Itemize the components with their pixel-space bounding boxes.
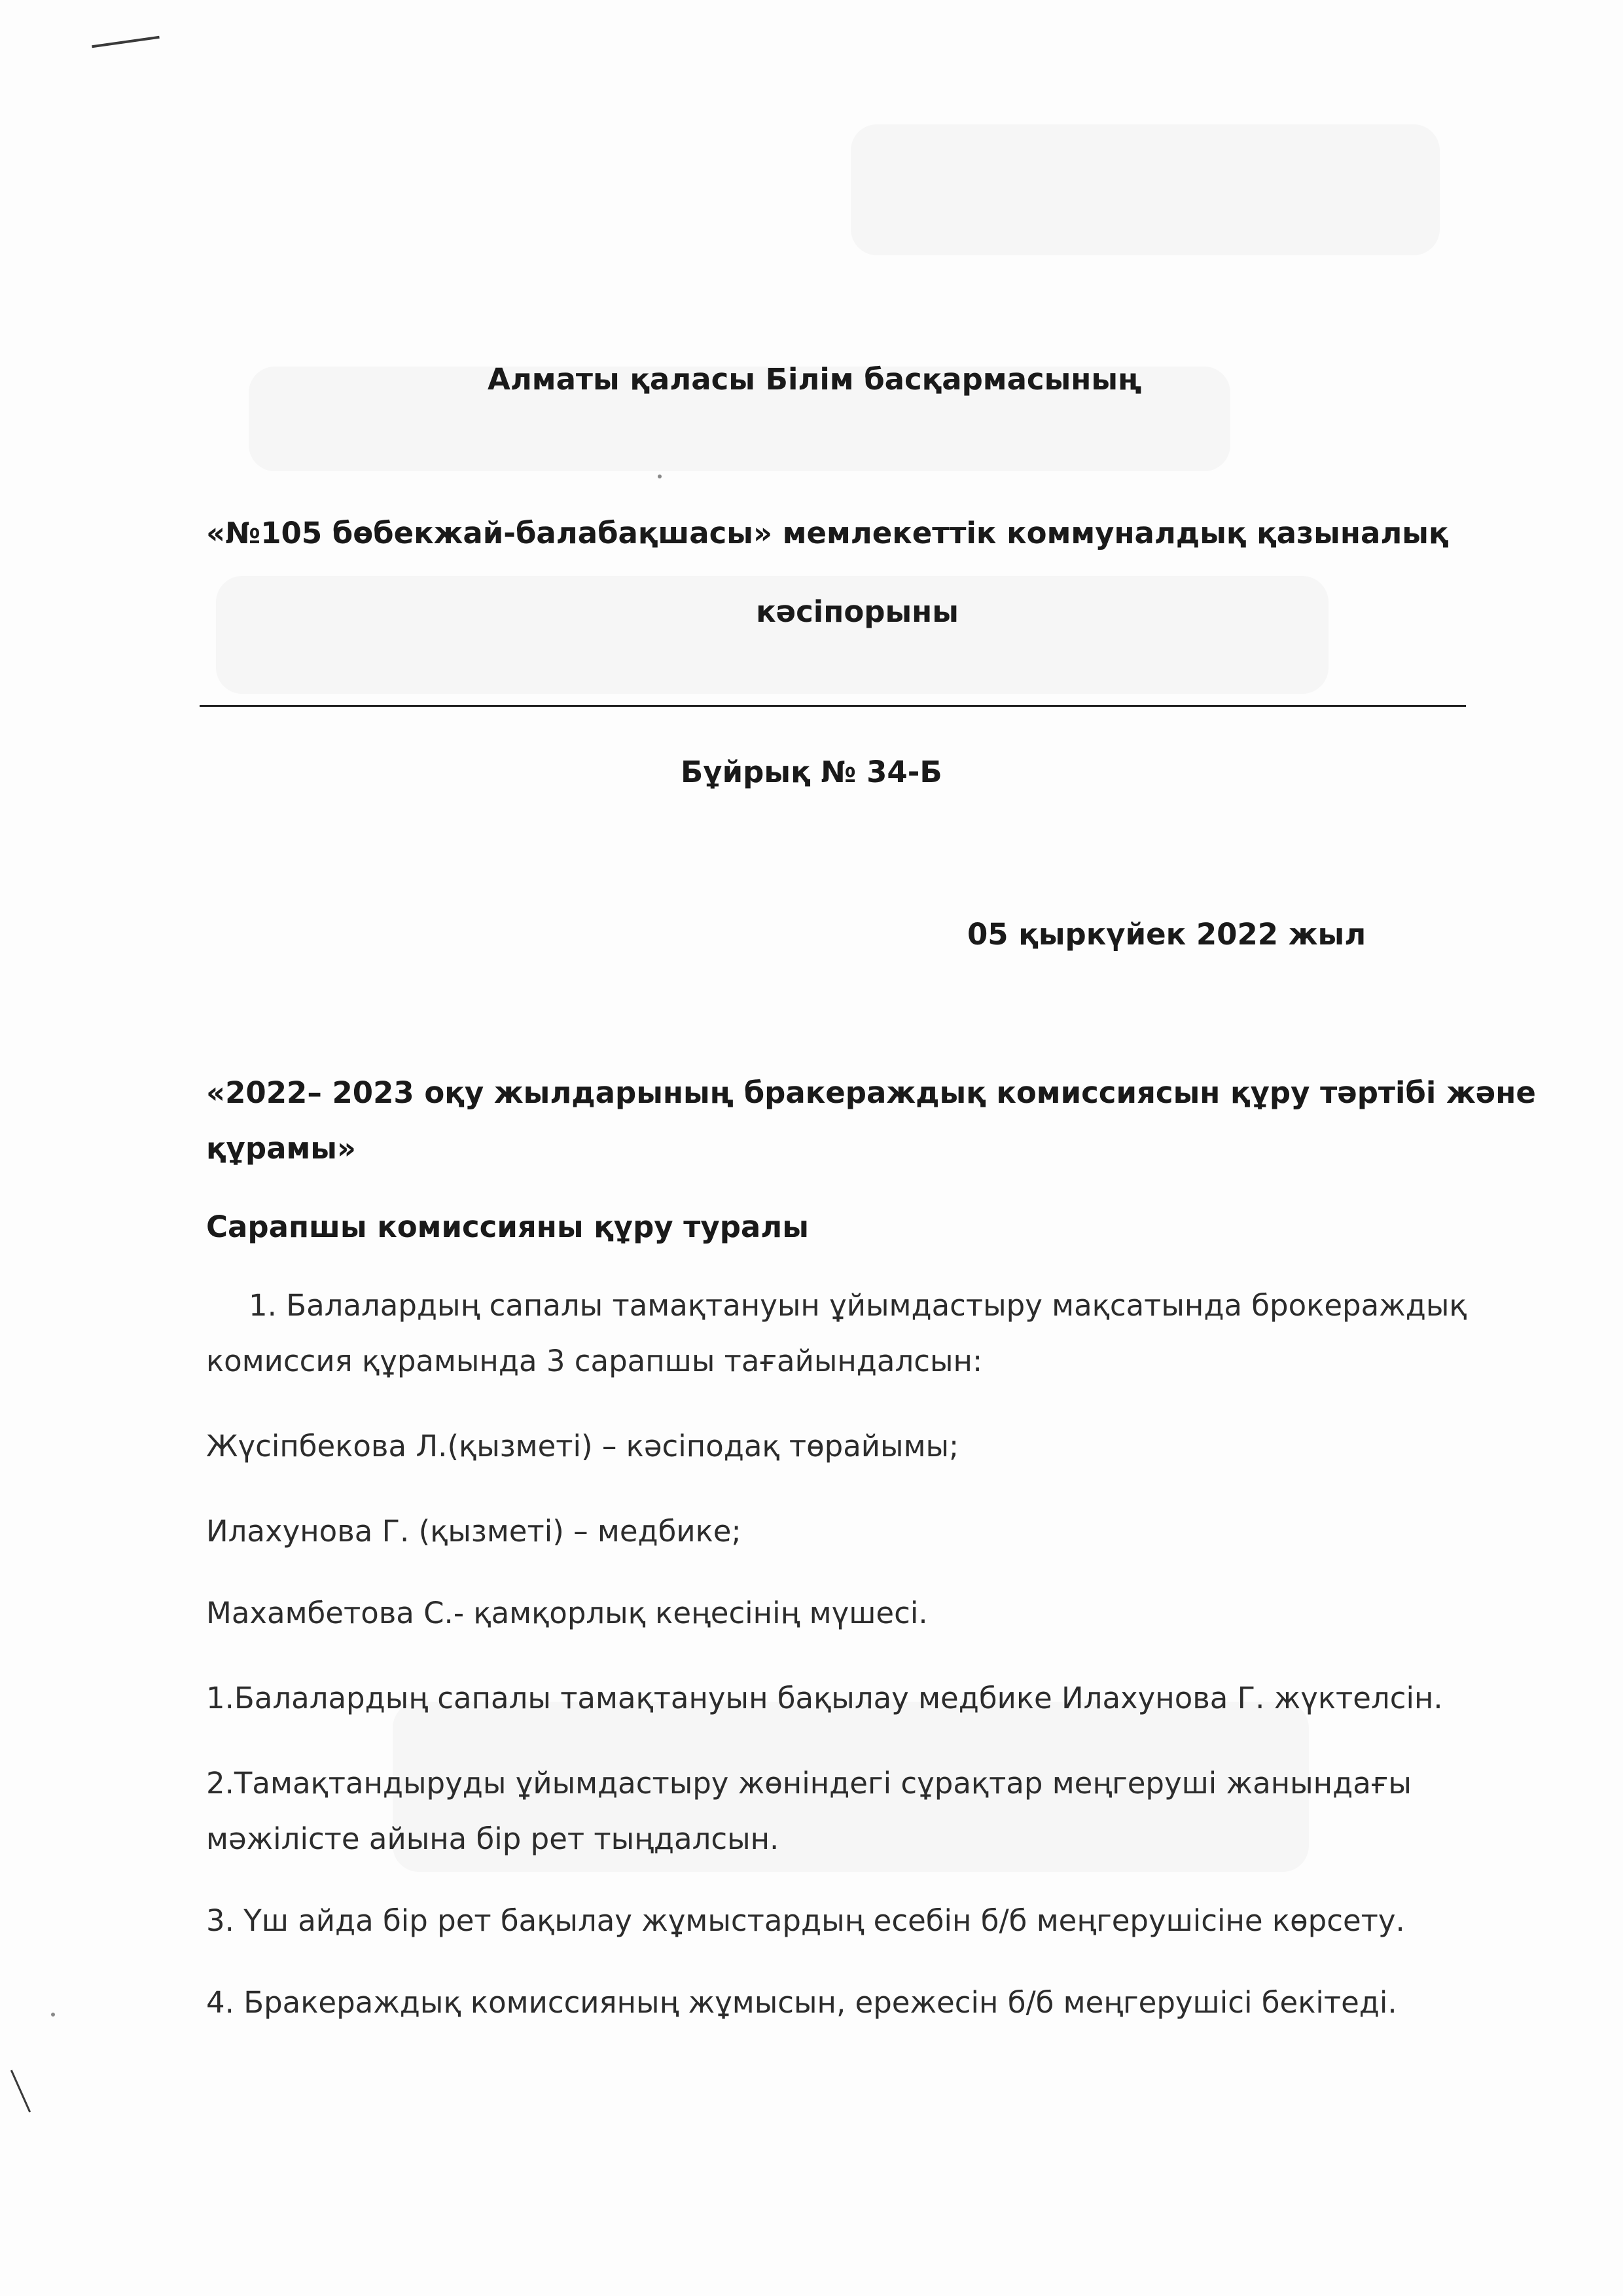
scan-speck	[658, 475, 662, 478]
paragraph-1-line-2: комиссия құрамында 3 сарапшы тағайындалсын:	[206, 1344, 983, 1378]
scan-edge-mark	[92, 36, 160, 48]
header-divider	[200, 705, 1466, 707]
scan-speck	[51, 2013, 55, 2017]
scan-edge-mark	[10, 2070, 31, 2112]
bleed-through-shadow	[851, 124, 1440, 255]
order-item-2-line-1: 2.Тамақтандыруды ұйымдастыру жөніндегі сұрақтар меңгеруші жанындағы	[206, 1766, 1412, 1801]
organization-line-2: «№105 бөбекжай-балабақшасы» мемлекеттік коммуналдық қазыналық	[206, 516, 1449, 550]
order-item-3: 3. Үш айда бір рет бақылау жұмыстардың есебін б/б меңгерушісіне көрсету.	[206, 1903, 1405, 1938]
commission-member-1: Жүсіпбекова Л.(қызметі) – кәсіподақ төрайымы;	[206, 1429, 959, 1463]
order-item-1: 1.Балалардың сапалы тамақтануын бақылау медбике Илахунова Г. жүктелсін.	[206, 1681, 1443, 1715]
order-title-line-1: «2022– 2023 оқу жылдарының бракераждық комиссиясын құру тәртібі және	[206, 1075, 1536, 1110]
order-date: 05 қыркүйек 2022 жыл	[967, 917, 1366, 952]
commission-member-3: Махамбетова С.- қамқорлық кеңесінің мүшесі.	[206, 1596, 928, 1630]
order-number: Бұйрық № 34-Б	[681, 755, 942, 789]
organization-line-3: кәсіпорыны	[756, 594, 959, 629]
order-item-2-line-2: мәжілісте айына бір рет тыңдалсын.	[206, 1821, 779, 1856]
order-subtitle: Сарапшы комиссияны құру туралы	[206, 1210, 809, 1244]
organization-line-1: Алматы қаласы Білім басқармасының	[488, 362, 1142, 397]
commission-member-2: Илахунова Г. (қызметі) – медбике;	[206, 1514, 741, 1549]
order-title-line-2: құрамы»	[206, 1131, 356, 1166]
order-item-4: 4. Бракераждық комиссияның жұмысын, ережесін б/б меңгерушісі бекітеді.	[206, 1985, 1397, 2020]
paragraph-1-line-1: 1. Балалардың сапалы тамақтануын ұйымдастыру мақсатында брокераждық	[249, 1288, 1467, 1323]
